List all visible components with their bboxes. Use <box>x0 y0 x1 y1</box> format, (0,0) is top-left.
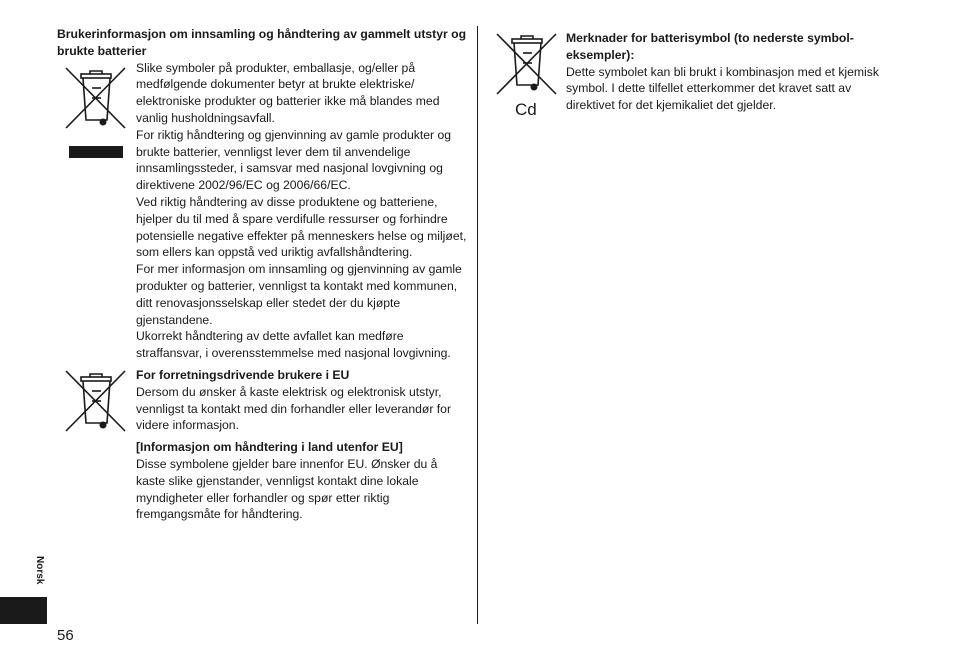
paragraph: Ved riktig håndtering av disse produktene og batteriene, hjelper du til med å spare verdifulle ressurser og forhindre potensielle negative effekter på menneskers helse og miljøet, som ellers kan oppstå ved uriktig avfallshåndtering. <box>136 194 467 260</box>
icon-column <box>57 367 136 523</box>
column-divider <box>477 26 478 624</box>
paragraph: For mer informasjon om innsamling og gjenvinning av gamle produkter og batterier, vennligst ta kontakt med kommunen, ditt renovasjonsselskap eller stedet der du kjøpte gjenstandene. <box>136 262 462 327</box>
business-info-block <box>57 367 469 523</box>
eu-text: Dersom du ønsker å kaste elektrisk og elektronisk utstyr, vennligst ta kontakt med din forhandler eller leverandør for videre informasjon. <box>136 384 452 433</box>
paragraph: For riktig håndtering og gjenvinning av gamle produkter og brukte batterier, vennligst lever dem til anvendelige innsamlingssteder, i samsvar med nasjonal lovgivning og direktivene 2002/96/EC og 2006/66/EC. <box>136 127 452 193</box>
battery-text <box>566 30 893 114</box>
outside-eu-text: Disse symbolene gjelder bare innenfor EU. Ønsker du å kaste slike gjenstander, vennligst kontakt dine lokale myndigheter eller forhandler og spør etter riktig fremgangsmåte for håndtering. <box>136 456 438 522</box>
battery-heading: Merknader for batterisymbol (to nederste symbol-eksempler): <box>566 31 854 62</box>
solid-bar-symbol <box>69 146 123 158</box>
right-column <box>493 30 893 114</box>
outside-eu-heading: [Informasjon om håndtering i land utenfor EU] <box>136 440 403 455</box>
paragraph: Ukorrekt håndtering av dette avfallet kan medføre straffansvar, i overensstemmelse med nasjonal lovgivning. <box>136 329 451 361</box>
disposal-info-block <box>57 60 469 362</box>
crossed-out-wheelie-bin-icon <box>493 30 566 100</box>
eu-heading: For forretningsdrivende brukere i EU <box>136 367 350 382</box>
page-number: 56 <box>57 627 74 644</box>
section-heading: Brukerinformasjon om innsamling og håndtering av gammelt utstyr og brukte batterier <box>57 27 467 58</box>
crossed-out-wheelie-bin-icon <box>57 367 136 437</box>
business-text <box>136 367 469 523</box>
battery-symbol-block <box>493 30 893 114</box>
language-label: Norsk <box>34 556 45 585</box>
left-column <box>57 26 469 523</box>
paragraph: Slike symboler på produkter, emballasje, og/eller på medfølgende dokumenter betyr at brukte elektriske/ elektroniske produkter og batterier ikke må blandes med vanlig husholdningsavfall. <box>136 60 440 125</box>
battery-note: Dette symbolet kan bli brukt i kombinasjon med et kjemisk symbol. I dette tilfellet etterkommer det kravet satt av direktivet for det kjemikaliet det gjelder. <box>566 64 879 113</box>
disposal-text <box>136 60 469 362</box>
icon-column <box>57 60 136 362</box>
chemical-symbol: Cd <box>515 100 537 119</box>
language-tab <box>0 597 47 624</box>
crossed-out-wheelie-bin-icon <box>57 60 136 130</box>
